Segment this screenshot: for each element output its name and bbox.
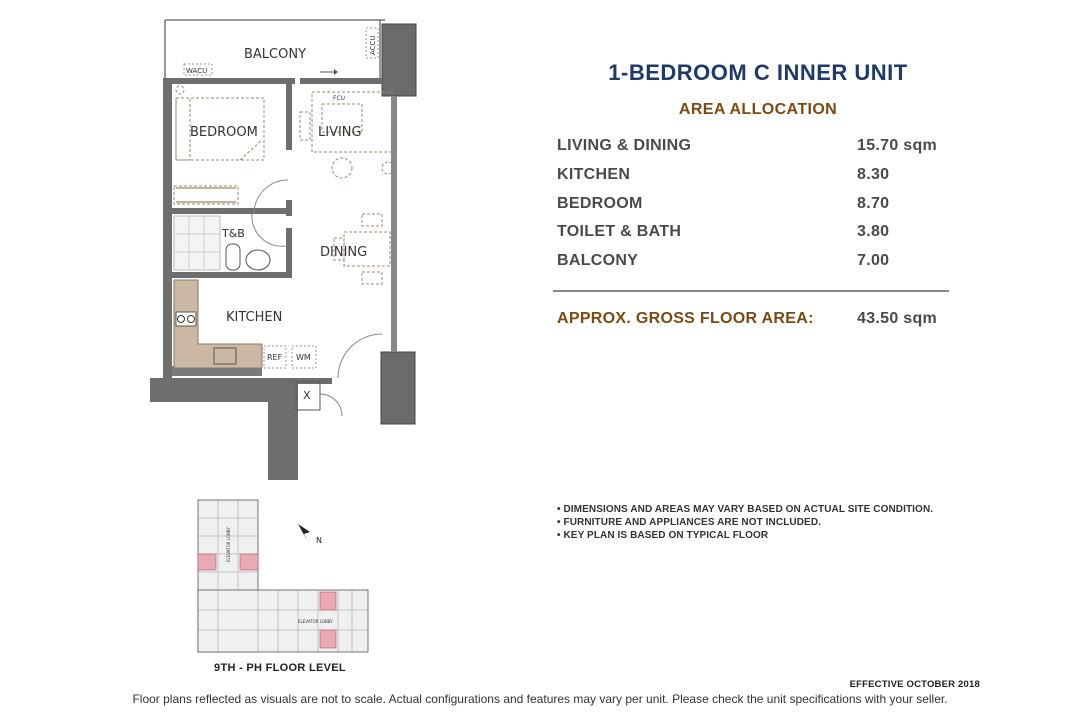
tag-wm: WM xyxy=(296,353,311,362)
gross-area-label: APPROX. GROSS FLOOR AREA: xyxy=(557,310,814,327)
area-value: 15.70 sqm xyxy=(857,137,938,154)
room-label-kitchen: KITCHEN xyxy=(226,310,283,325)
tag-accu: ACCU xyxy=(369,35,377,55)
building-footprint xyxy=(198,500,368,652)
entrance-door-swing xyxy=(338,334,382,378)
structural-column xyxy=(381,352,415,424)
area-label: TOILET & BATH xyxy=(557,223,682,240)
floor-plan xyxy=(0,0,520,500)
gross-floor-area xyxy=(557,310,947,332)
tag-wacu: WACU xyxy=(186,67,208,75)
shaft-door-swing xyxy=(320,394,342,416)
unit-title: 1-BEDROOM C INNER UNIT xyxy=(608,60,908,85)
room-label-bedroom: BEDROOM xyxy=(190,125,258,140)
structural-column xyxy=(382,24,416,96)
area-row-toilet-bath xyxy=(557,223,947,245)
tag-shaft: X xyxy=(303,389,311,402)
key-lobby-label-1: ELEVATOR LOBBY xyxy=(226,527,231,562)
svg-text:N: N xyxy=(316,536,322,545)
area-allocation-heading: AREA ALLOCATION xyxy=(678,101,838,118)
area-value: 7.00 xyxy=(857,252,890,269)
tag-fcu: FCU xyxy=(333,95,346,102)
notes-list xyxy=(557,503,957,542)
gross-area-value: 43.50 sqm xyxy=(857,310,938,327)
tag-ref: REF xyxy=(267,353,283,362)
note-item: • DIMENSIONS AND AREAS MAY VARY BASED ON ACTUAL SITE CONDITION. xyxy=(557,503,957,516)
key-plan-floor-label: 9TH - PH FLOOR LEVEL xyxy=(214,662,346,674)
area-row-balcony xyxy=(557,252,947,274)
area-label: KITCHEN xyxy=(557,166,631,183)
area-label: LIVING & DINING xyxy=(557,137,692,154)
room-label-dining: DINING xyxy=(320,245,368,260)
room-label-living: LIVING xyxy=(318,125,362,140)
divider xyxy=(553,290,949,292)
key-plan xyxy=(180,490,380,665)
area-row-living-dining xyxy=(557,137,947,159)
area-value: 3.80 xyxy=(857,223,890,240)
wardrobe xyxy=(176,188,236,202)
area-row-kitchen xyxy=(557,166,947,188)
note-item: • KEY PLAN IS BASED ON TYPICAL FLOOR xyxy=(557,529,957,542)
area-row-bedroom xyxy=(557,195,947,217)
area-value: 8.70 xyxy=(857,195,890,212)
disclaimer: Floor plans reflected as visuals are not to scale. Actual configurations and features may vary per unit. Please check the unit specifications with your seller. xyxy=(132,692,948,706)
toilet-bath-fixtures xyxy=(174,216,270,270)
area-label: BALCONY xyxy=(557,252,639,269)
effective-date: EFFECTIVE OCTOBER 2018 xyxy=(849,679,980,690)
area-value: 8.30 xyxy=(857,166,890,183)
area-label: BEDROOM xyxy=(557,195,643,212)
room-label-balcony: BALCONY xyxy=(244,47,307,62)
room-label-tb: T&B xyxy=(222,227,245,240)
key-lobby-label-2: ELEVATOR LOBBY xyxy=(298,619,333,624)
note-item: • FURNITURE AND APPLIANCES ARE NOT INCLUDED. xyxy=(557,516,957,529)
north-arrow-icon xyxy=(296,522,326,546)
tb-door-swing xyxy=(252,214,286,246)
